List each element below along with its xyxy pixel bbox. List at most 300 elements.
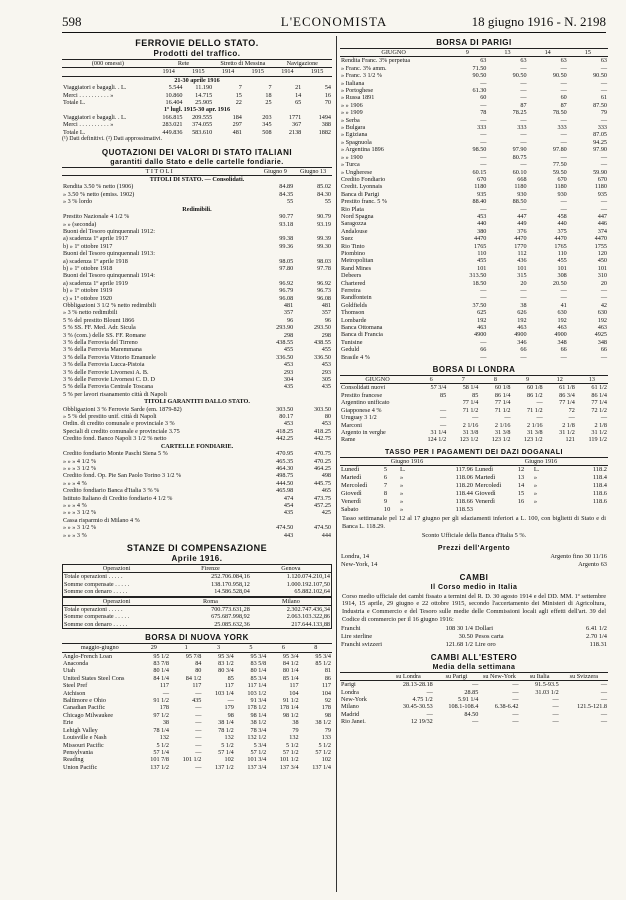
quot-col-date: Giugno 13	[294, 167, 332, 175]
parigi-row	[340, 161, 608, 168]
parigi-value: —	[480, 287, 487, 294]
estero-row	[340, 703, 608, 710]
quot-row	[62, 221, 332, 228]
estero-value: —	[512, 710, 519, 718]
quot-price: 293	[321, 368, 331, 376]
ny-value: 137 1/2	[150, 763, 169, 771]
parigi-value: 1180	[594, 183, 607, 191]
quot-price: 96.92	[317, 279, 331, 287]
page-number: 598	[62, 14, 82, 29]
quot-price	[256, 391, 294, 398]
quot-price: 336.50	[276, 353, 294, 361]
parigi-value: 101	[557, 264, 567, 272]
ferrovie-value: 297	[232, 121, 242, 129]
tasso-right-cell: 118.4	[592, 482, 607, 490]
quot-row	[62, 383, 332, 390]
parigi-row	[340, 57, 608, 65]
tasso-right-cell: 13	[517, 474, 525, 482]
ny-value: 178 1/4	[279, 704, 299, 712]
londra-value: 77 1/4	[559, 399, 575, 407]
quot-header-row	[62, 167, 332, 175]
ny-value: —	[227, 697, 234, 705]
tasso-right-cell: 118.4	[592, 474, 607, 482]
parigi-value: 60.10	[512, 168, 527, 176]
parigi-value: 4470	[514, 235, 527, 243]
quot-price: 442.75	[313, 435, 331, 443]
parigi-row	[340, 176, 608, 183]
londra-row	[340, 384, 608, 392]
parigi-value: 1755	[594, 242, 607, 250]
ny-value: 83 1/2	[218, 660, 234, 668]
estero-col-header	[340, 672, 383, 680]
parigi-value: 463	[597, 324, 607, 332]
ny-value: 5 1/2	[221, 741, 234, 749]
quot-price: 435	[283, 509, 294, 517]
parigi-row	[340, 257, 608, 264]
stanze1-label: Totale operazioni . . . . .	[64, 573, 123, 581]
tasso-left-cell: 8	[383, 490, 388, 498]
parigi-value: —	[600, 64, 607, 72]
quot-price: 304	[283, 376, 294, 384]
stanze2-value: 2.063.103.322,86	[286, 613, 330, 621]
page-header	[62, 10, 606, 32]
parigi-value: 668	[517, 175, 527, 183]
ny-value: 57 1/4	[153, 748, 169, 756]
parigi-value: —	[520, 353, 527, 361]
londra-value: 124 1/2	[427, 436, 447, 444]
ny-value: —	[162, 689, 169, 697]
parigi-value: 20	[600, 279, 607, 287]
estero-value: 84.50	[464, 710, 479, 718]
parigi-label: Thomson	[341, 309, 365, 317]
quot-title: b) » 1º ottobre 1918	[63, 264, 113, 272]
parigi-value: 625	[477, 309, 487, 317]
parigi-col-header: 13	[487, 49, 527, 57]
estero-value: 30.45-30.53	[402, 703, 433, 711]
quot-price: 425	[321, 509, 331, 517]
parigi-value: 87.05	[593, 131, 607, 139]
quot-title: Obbligazioni 3 1/2 % netto redimibili	[63, 301, 156, 309]
ny-value: 132	[224, 734, 234, 742]
ferrovie-value: 449.836	[162, 128, 183, 136]
quot-row	[62, 391, 332, 398]
ny-value: 5 1/2	[318, 741, 331, 749]
quot-price: 96.73	[317, 287, 331, 295]
parigi-label: » Ungherese	[341, 168, 373, 176]
quot-price: 473.75	[313, 494, 331, 502]
parigi-label: Banca di Parigi	[341, 190, 380, 198]
parigi-value: 78.50	[552, 109, 567, 117]
parigi-row	[340, 213, 608, 220]
ferrovie-value: 70	[324, 99, 331, 107]
ny-value: 92	[324, 697, 331, 705]
quot-price: 90.77	[279, 213, 294, 221]
cambi-currency: Pesos carta	[474, 632, 504, 640]
quot-price: 465.35	[276, 457, 294, 465]
ny-row	[62, 764, 332, 771]
quot-title: 3 % della Ferrovia Maremmana	[63, 346, 142, 354]
quot-price: 445.75	[313, 479, 331, 487]
parigi-value: 101	[477, 264, 487, 272]
parigi-value: —	[520, 116, 527, 124]
parigi-value: 463	[517, 324, 527, 332]
londra-col-header: 13	[576, 376, 608, 384]
estero-col-header: su New-York	[479, 672, 519, 680]
quot-row	[62, 495, 332, 502]
ferrovie-row-label: Totale L.	[63, 128, 86, 136]
londra-value: 72	[568, 406, 575, 414]
parigi-value: —	[520, 79, 527, 87]
quot-row	[62, 458, 332, 465]
tasso-right-cell: »	[533, 474, 538, 482]
londra-col-header: 6	[415, 376, 447, 384]
parigi-value: 4470	[554, 235, 567, 243]
parigi-value: 1765	[474, 242, 487, 250]
quot-price: 470.25	[313, 457, 331, 465]
quot-price: 357	[321, 309, 331, 317]
parigi-value: 630	[557, 309, 567, 317]
ny-value: 78 3/4	[250, 726, 267, 734]
estero-value: —	[512, 681, 519, 689]
tasso-right-cell: 12	[517, 466, 525, 474]
parigi-value: 192	[597, 316, 607, 324]
ny-value: 101 1/2	[182, 756, 202, 764]
quot-title: » » » 4 %	[63, 479, 87, 487]
londra-value: 72 1/2	[591, 406, 607, 414]
londra-row	[340, 399, 608, 406]
stanze1-row	[63, 573, 332, 581]
tasso-row	[340, 474, 608, 482]
parigi-col-header: 15	[568, 49, 608, 57]
quot-row	[62, 332, 332, 339]
parigi-label: » Serba	[341, 116, 360, 124]
parigi-value: 333	[517, 124, 527, 132]
ny-value: 101 7/8	[150, 756, 169, 764]
londra-col-header: 7	[447, 376, 479, 384]
ny-value: 117	[192, 682, 202, 690]
ny-value: 38 1/2	[315, 719, 331, 727]
londra-value: —	[440, 406, 447, 414]
parigi-value: —	[480, 294, 487, 302]
ny-value: —	[195, 704, 202, 712]
ferrovie-blank	[62, 68, 154, 76]
stanze-table-firenze-genova	[62, 564, 332, 597]
quot-price: 55	[324, 198, 331, 206]
quot-title: » » » 3 1/2 %	[63, 524, 97, 532]
quot-row	[62, 487, 332, 494]
parigi-row	[340, 235, 608, 242]
parigi-row	[340, 346, 608, 353]
estero-header-row	[340, 672, 608, 680]
estero-value: 121.5-121.8	[577, 703, 607, 711]
stanze-title: STANZE DI COMPENSAZIONE	[126, 542, 268, 553]
ferrovie-value: 7	[238, 84, 242, 92]
ny-value: 57 1/4	[218, 748, 234, 756]
argento-row	[340, 553, 608, 561]
londra-value: —	[472, 414, 479, 422]
parigi-value: 1180	[554, 183, 567, 191]
ferrovie-year: 1915	[184, 68, 214, 76]
parigi-value: 463	[557, 324, 567, 332]
estero-label: Rio Janei.	[341, 718, 366, 726]
ferrovie-value: 16.404	[165, 99, 183, 107]
ferrovie-row-label: Merci . . . . . . . . . . »	[63, 91, 114, 99]
right-column	[340, 38, 608, 892]
quot-price: 80	[324, 413, 331, 421]
londra-value: 31 3/8	[527, 428, 543, 436]
quot-price: 55	[287, 198, 294, 206]
quot-title: Credito fond. Banco Napoli 3 1/2 % netto	[63, 435, 167, 443]
ferrovie-value: 388	[321, 121, 331, 129]
parigi-value: 1180	[474, 183, 487, 191]
quot-row	[62, 198, 332, 205]
parigi-value: 4900	[554, 331, 567, 339]
ny-value: 117	[321, 682, 331, 690]
parigi-value: —	[600, 161, 607, 169]
ny-col-header: 29	[138, 644, 170, 652]
parigi-value: 66	[520, 346, 527, 354]
londra-value: 123 1/2	[523, 436, 543, 444]
tasso-left-cell: »	[399, 498, 404, 506]
quot-row	[62, 183, 332, 190]
quot-row	[62, 302, 332, 309]
ny-label: Missouri Pacific	[63, 741, 104, 749]
londra-value: 121	[565, 436, 575, 444]
parigi-value: 42	[600, 301, 607, 309]
parigi-row	[340, 191, 608, 198]
parigi-value: 630	[597, 309, 607, 317]
londra-value: 119 1/2	[588, 436, 607, 444]
parigi-label: Goldfields	[341, 301, 368, 309]
estero-value: 28.85	[464, 688, 479, 696]
quotazioni-title: QUOTAZIONI DEI VALORI DI STATO ITALIANI	[101, 147, 293, 157]
parigi-value: 463	[477, 324, 487, 332]
parigi-value: —	[560, 353, 567, 361]
issue-date: 18 giugno 1916 - N. 2198	[471, 14, 606, 29]
londra-value: 86 1/4	[494, 391, 511, 399]
ny-value: 80 1/4	[282, 667, 299, 675]
quot-section-label: CARTELLE FONDIARIE.	[160, 442, 234, 450]
stanze2-value: 700.773.631,28	[211, 606, 250, 613]
ferrovie-value: 10.860	[165, 91, 183, 99]
parigi-row	[340, 65, 608, 72]
estero-row	[340, 696, 608, 703]
parigi-value: 41	[560, 301, 567, 309]
quot-col-date: Giugno 9	[256, 167, 294, 175]
quot-row	[62, 346, 332, 353]
ferrovie-value: 14.715	[195, 91, 213, 99]
ny-value: 137 1/2	[215, 763, 234, 771]
tasso-left-cell: Sabato	[341, 506, 359, 514]
parigi-value: 935	[597, 190, 607, 198]
ny-value: 179	[224, 704, 234, 712]
parigi-value: —	[600, 87, 607, 95]
parigi-value: 37.50	[472, 301, 487, 309]
parigi-row	[340, 287, 608, 294]
parigi-value: 192	[517, 316, 527, 324]
quot-row	[62, 420, 332, 427]
londra-section	[340, 365, 608, 444]
quot-row	[62, 450, 332, 457]
ferrovie-value: 15	[235, 91, 242, 99]
londra-value: 31 3/8	[494, 428, 511, 436]
parigi-value: 63	[520, 57, 527, 65]
tasso-right-cell: »	[533, 498, 538, 506]
ny-value: 178	[159, 704, 169, 712]
parigi-section	[340, 38, 608, 361]
quot-title: » » » 3 1/2 %	[63, 464, 97, 472]
quot-price: 474.50	[276, 524, 294, 532]
parigi-value: —	[560, 116, 567, 124]
parigi-row	[340, 124, 608, 131]
parigi-value: 20.50	[552, 279, 567, 287]
quot-title: c) » 1º ottobre 1920	[63, 294, 113, 302]
quot-row	[62, 191, 332, 198]
quot-title: Credito fondiario Monte Paschi Siena 5 %	[63, 450, 168, 458]
ferrovie-group-row	[62, 60, 332, 68]
quot-price: 453	[321, 420, 331, 428]
londra-value: 77 1/4	[591, 399, 607, 407]
londra-row	[340, 414, 608, 421]
parigi-col-header: 14	[528, 49, 568, 57]
tasso-right-cell: L.	[533, 466, 540, 474]
parigi-label: Lombarde	[341, 316, 367, 324]
quot-title: Istituto Italiano di Credito fondiario 4 1/2 %	[63, 494, 173, 502]
londra-label: Prestito francese	[341, 391, 383, 399]
londra-value: —	[504, 414, 511, 422]
quot-title: Buoni del Tesoro quinquennali 1912:	[63, 227, 155, 235]
quot-title: » » (seconda)	[63, 220, 97, 228]
stanze2-value: 25.085.632,36	[214, 620, 250, 628]
quot-row	[62, 517, 332, 524]
parigi-value: —	[520, 131, 527, 139]
parigi-value: 59.50	[552, 168, 567, 176]
quot-title: 3 % (com.) delle SS. FF. Romane	[63, 331, 146, 339]
cambi-rate-row	[340, 633, 608, 641]
argento-title: Prezzi dell'Argento	[437, 544, 511, 552]
estero-row	[340, 711, 608, 718]
parigi-value: —	[520, 294, 527, 302]
quotazioni-table	[62, 167, 332, 539]
quot-price: 438.55	[276, 339, 294, 346]
tasso-right-cell: 15	[517, 490, 525, 498]
parigi-value: 192	[477, 316, 487, 324]
quot-title: 5 % della Ferrovia Centrale Toscana	[63, 383, 153, 391]
stanze1-col-header: Genova	[251, 564, 332, 572]
ny-value: 98	[227, 711, 234, 719]
ny-value: 38 1/4	[218, 719, 234, 727]
parigi-value: 97.90	[512, 146, 527, 154]
londra-value: 31 3/8	[462, 428, 479, 436]
londra-value: —	[600, 414, 607, 422]
parigi-value: —	[520, 161, 527, 169]
quot-price: 99.30	[317, 242, 331, 250]
quot-row	[62, 354, 332, 361]
parigi-row	[340, 317, 608, 324]
ny-row	[62, 749, 332, 756]
quot-row	[62, 465, 332, 472]
quot-title: » 5 % del prestito unif. città di Napoli	[63, 413, 157, 421]
quot-price: 93.18	[279, 220, 294, 228]
parigi-value: 38	[520, 301, 527, 309]
parigi-label: Tunisine	[341, 338, 363, 346]
ny-label: Utah	[63, 667, 76, 675]
ny-label: Union Pacific	[63, 763, 98, 771]
ferrovie-row	[62, 99, 332, 106]
parigi-label: » Argentina 1896	[341, 146, 384, 154]
ny-value: 435	[192, 697, 202, 705]
quot-price	[256, 517, 294, 524]
parigi-value: 63	[600, 57, 607, 65]
ny-header-row	[62, 644, 332, 652]
quot-row	[62, 376, 332, 383]
estero-value: 5.91 1/4	[458, 695, 479, 703]
quot-price: 453	[321, 361, 331, 369]
ny-value: 137 3/4	[247, 763, 267, 771]
quot-title: 5 % SS. FF. Med. Adr. Sicula	[63, 324, 136, 332]
parigi-value: 4925	[594, 331, 607, 339]
londra-col-header: 12	[544, 376, 576, 384]
ny-label: Steel Pref	[63, 682, 88, 690]
tasso-right-cell	[474, 506, 517, 514]
parigi-label: Debeers	[341, 272, 362, 280]
parigi-value: 446	[597, 220, 607, 228]
parigi-value: 94.25	[593, 138, 607, 146]
quot-price: 438.55	[313, 339, 331, 346]
stanze2-value: 2.302.747.436,34	[286, 606, 330, 613]
ferrovie-value: 166.815	[162, 113, 183, 121]
cambi-estero-table	[340, 672, 608, 726]
parigi-row	[340, 131, 608, 138]
parigi-value: 1765	[554, 242, 567, 250]
londra-value: 61 1/2	[591, 384, 607, 392]
quot-row	[62, 524, 332, 531]
parigi-value: 333	[597, 124, 607, 132]
londra-value	[415, 399, 447, 406]
londra-value: 86 1/2	[527, 391, 543, 399]
parigi-value: —	[480, 153, 487, 161]
ny-value: 84	[195, 660, 202, 668]
ny-value: —	[195, 689, 202, 697]
parigi-label: Piombino	[341, 249, 366, 257]
ferrovie-section-row	[62, 106, 332, 113]
quot-title: 3 % della Ferrovia Vittorio Emanuele	[63, 353, 156, 361]
ferrovie-value: 25.905	[195, 99, 213, 107]
parigi-value: 60	[480, 94, 487, 102]
tasso-table	[340, 457, 608, 514]
parigi-value: 98.50	[472, 146, 487, 154]
ny-value: 91 3/4	[250, 697, 267, 705]
parigi-label: Saragozza	[341, 220, 367, 228]
ny-col-header: 6	[267, 644, 299, 652]
ferrovie-year: 1914	[213, 68, 243, 76]
ny-value: 5 3/4	[253, 741, 267, 749]
ny-value: —	[195, 734, 202, 742]
ferrovie-note: (¹) Dati definitivi. (²) Dati approssimativi.	[62, 136, 163, 143]
londra-value: 31 1/2	[559, 428, 575, 436]
quot-price: 464.25	[313, 464, 331, 472]
tasso-left-cell: 5	[383, 466, 388, 474]
quot-col-titoli: T I T O L I	[62, 167, 256, 175]
quot-row	[62, 265, 332, 272]
ny-value: 104	[321, 689, 331, 697]
tasso-right-cell	[546, 506, 608, 514]
parigi-value: 670	[557, 175, 567, 183]
parigi-row	[340, 169, 608, 176]
quot-price: 464.30	[276, 464, 294, 472]
cambi-rate: 6.41 1/2	[586, 624, 607, 632]
quot-price: 96.92	[279, 279, 294, 287]
